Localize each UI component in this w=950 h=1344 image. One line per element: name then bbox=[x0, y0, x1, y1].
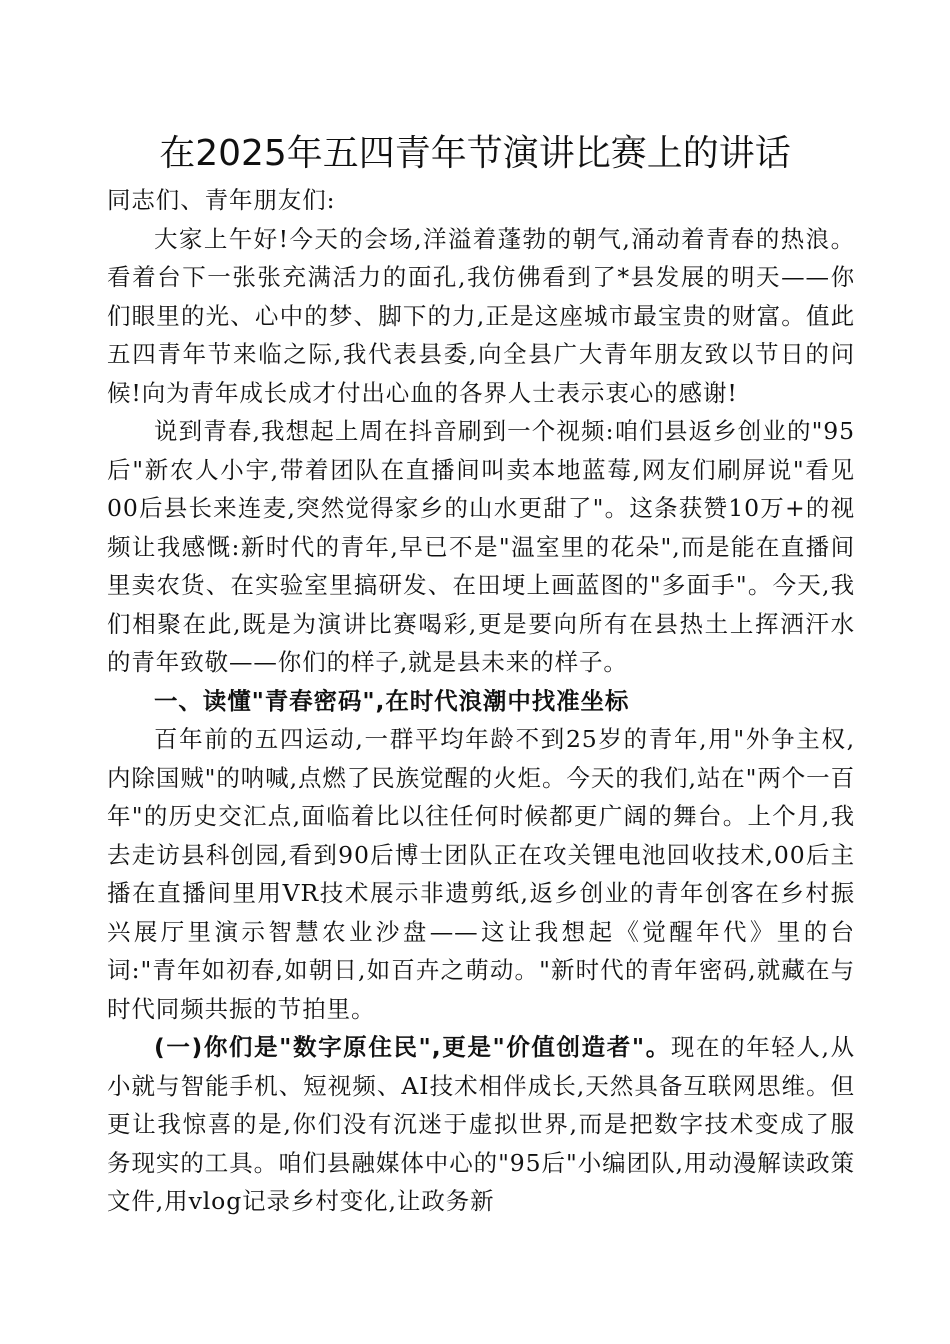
paragraph-youth-story: 说到青春,我想起上周在抖音刷到一个视频:咱们县返乡创业的"95后"新农人小宇,带着团队在直播间叫卖本地蓝莓,网友们刷屏说"看见00后县长来连麦,突然觉得家乡的山水更甜了"。这条获赞10万+的视频让我感慨:新时代的青年,早已不是"温室里的花朵",而是能在直播间里卖农货、在实验室里搞研发、在田埂上画蓝图的"多面手"。今天,我们相聚在此,既是为演讲比赛喝彩,更是要向所有在县热土上挥洒汗水的青年致敬——你们的样子,就是县未来的样子。 bbox=[107, 417, 855, 676]
document-body bbox=[107, 181, 855, 1221]
section-heading: 一、读懂"青春密码",在时代浪潮中找准坐标 bbox=[154, 686, 630, 715]
paragraph-opening: 大家上午好!今天的会场,洋溢着蓬勃的朝气,涌动着青春的热浪。看着台下一张张充满活力的面孔,我仿佛看到了*县发展的明天——你们眼里的光、心中的梦、脚下的力,正是这座城市最宝贵的财富。值此五四青年节来临之际,我代表县委,向全县广大青年朋友致以节日的问候!向为青年成长成才付出心血的各界人士表示衷心的感谢! bbox=[107, 224, 855, 407]
salutation: 同志们、青年朋友们: bbox=[107, 186, 336, 214]
paragraph-section-one: 百年前的五四运动,一群平均年龄不到25岁的青年,用"外争主权,内除国贼"的呐喊,点燃了民族觉醒的火炬。今天的我们,站在"两个一百年"的历史交汇点,面临着比以往任何时候都更广阔的舞台。上个月,我去走访县科创园,看到90后博士团队正在攻关锂电池回收技术,00后主播在直播间里用VR技术展示非遗剪纸,返乡创业的青年创客在乡村振兴展厅里演示智慧农业沙盘——这让我想起《觉醒年代》里的台词:"青年如初春,如朝日,如百卉之萌动。"新时代的青年密码,就藏在与时代同频共振的节拍里。 bbox=[107, 725, 855, 1023]
document-title: 在2025年五四青年节演讲比赛上的讲话 bbox=[159, 133, 791, 174]
subsection-paragraph bbox=[107, 1028, 855, 1221]
subsection-bold-lead: (一)你们是"数字原住民",更是"价值创造者"。 bbox=[154, 1033, 671, 1061]
subsection-text: 现在的年轻人,从小就与智能手机、短视频、AI技术相伴成长,天然具备互联网思维。但更让我惊喜的是,你们没有沉迷于虚拟世界,而是把数字技术变成了服务现实的工具。咱们县融媒体中心的"95后"小编团队,用动漫解读政策文件,用vlog记录乡村变化,让政务新 bbox=[107, 1033, 856, 1215]
